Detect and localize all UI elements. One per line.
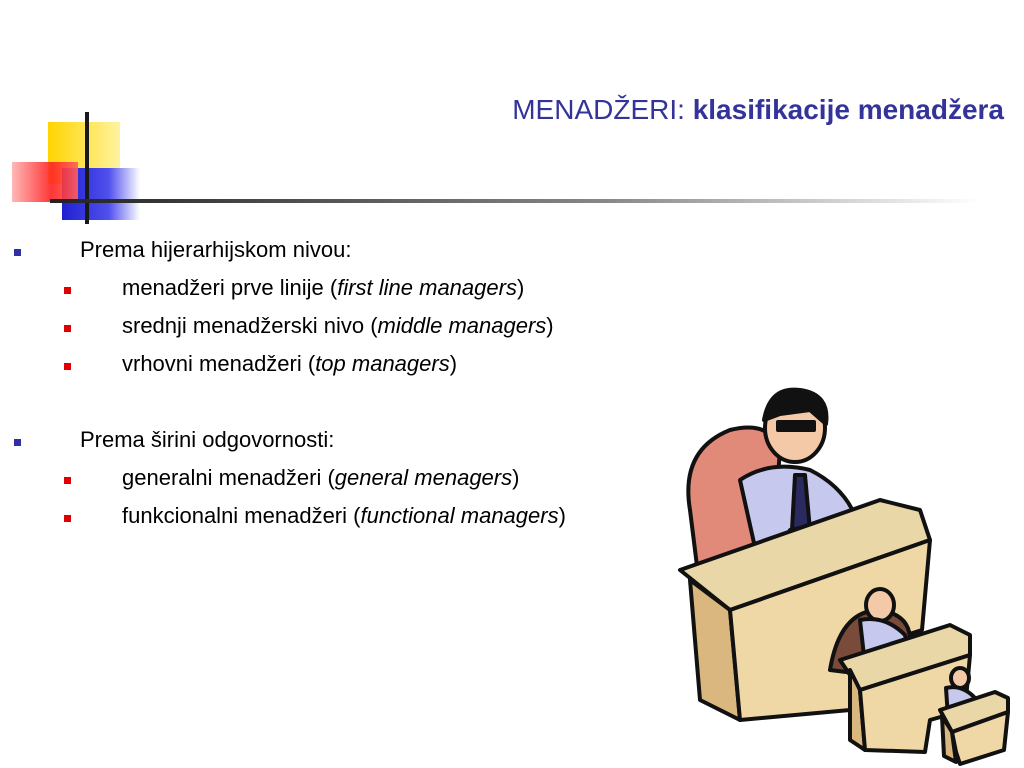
list-item-group-1	[0, 232, 1024, 270]
vertical-line	[85, 112, 89, 224]
item-text: menadžeri prve linije (	[122, 275, 338, 300]
item-suffix: )	[512, 465, 520, 490]
bullet-square-icon	[64, 287, 71, 294]
title-bold: klasifikacije menadžera	[692, 94, 1004, 125]
item-suffix: )	[558, 503, 566, 528]
bullet-square-icon	[64, 363, 71, 370]
item-suffix: )	[449, 351, 458, 376]
group-label: Prema širini odgovornosti:	[80, 427, 335, 452]
slide-title	[512, 94, 1004, 126]
item-suffix: )	[546, 313, 554, 338]
item-italic: middle managers	[377, 313, 547, 338]
bullet-square-icon	[14, 249, 21, 256]
list-item	[0, 270, 1024, 308]
item-text: funkcionalni menadžeri (	[122, 503, 361, 528]
title-prefix: MENADŽERI:	[512, 94, 693, 125]
list-item	[0, 308, 1024, 346]
list-item	[0, 346, 1024, 384]
mid-manager-head	[866, 589, 894, 621]
item-italic: functional managers	[360, 503, 559, 528]
managers-at-desks-clipart	[660, 380, 1024, 768]
item-italic: general menagers	[334, 465, 513, 490]
bullet-square-icon	[64, 325, 71, 332]
item-suffix: )	[516, 275, 525, 300]
bullet-square-icon	[14, 439, 21, 446]
manager-glasses	[778, 422, 814, 430]
item-text: vrhovni menadžeri (	[122, 351, 316, 376]
bullet-square-icon	[64, 515, 71, 522]
item-text: srednji menadžerski nivo (	[122, 313, 378, 338]
horizontal-rule	[50, 199, 980, 203]
item-italic: top managers	[315, 351, 450, 376]
bullet-square-icon	[64, 477, 71, 484]
group-label: Prema hijerarhijskom nivou:	[80, 237, 352, 262]
red-square	[12, 162, 78, 202]
item-text: generalni menadžeri (	[122, 465, 335, 490]
small-manager-head	[951, 668, 969, 688]
item-italic: first line managers	[337, 275, 517, 300]
